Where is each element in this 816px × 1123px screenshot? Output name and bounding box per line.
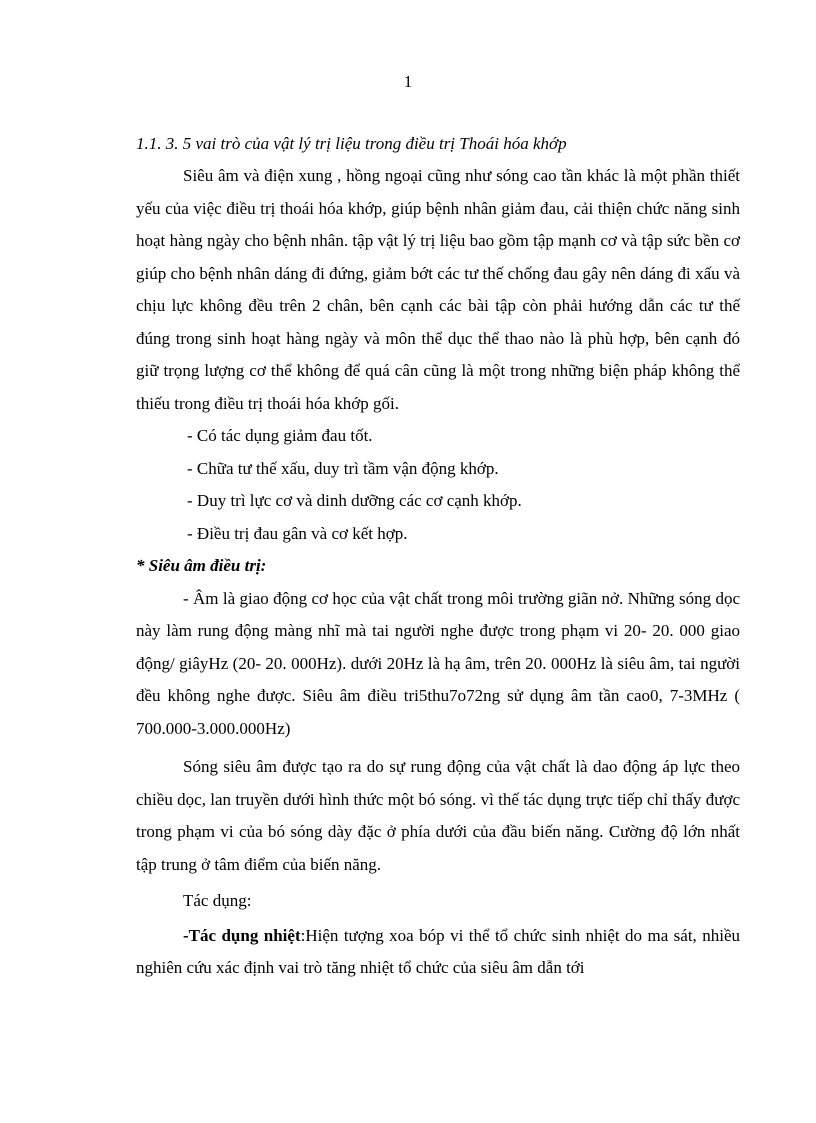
thermal-effect-paragraph [136, 920, 740, 985]
ultrasound-definition-paragraph: - Âm là giao động cơ học của vật chất trong môi trường giãn nở. Những sóng dọc này làm rung động màng nhĩ mà tai người nghe được trong phạm vi 20- 20. 000 giao động/ giâyHz (20- 20. 000Hz). dưới 20Hz là hạ âm, trên 20. 000Hz là siêu âm, tai người đều không nghe được. Siêu âm điều tri5thu7o72ng sử dụng âm tần cao0, 7-3MHz ( 700.000-3.000.000Hz) [136, 588, 740, 738]
intro-paragraph: Siêu âm và điện xung , hồng ngoại cũng như sóng cao tần khác là một phần thiết yếu của việc điều trị thoái hóa khớp, giúp bệnh nhân giảm đau, cải thiện chức năng sinh hoạt hàng ngày cho bệnh nhân. tập vật lý trị liệu bao gồm tập mạnh cơ và tập sức bền cơ giúp cho bệnh nhân dáng đi đứng, giảm bớt các tư thế chống đau gây nên dáng đi xấu và chịu lực không đều trên 2 chân, bên cạnh các bài tập còn phải hướng dẫn các tư thế đúng trong sinh hoạt hàng ngày và môn thể dục thể thao nào là phù hợp, bên cạnh đó giữ trọng lượng cơ thể không để quá cân cũng là một trong những biện pháp không thể thiếu trong điều trị thoái hóa khớp gối. [136, 166, 740, 413]
thermal-effect-text: :Hiện tượng xoa bóp vi thể tổ chức sinh nhiệt do ma sát, nhiều nghiên cứu xác định vai trò tăng nhiệt tổ chức của siêu âm dẫn tới [136, 925, 741, 977]
document-body [136, 128, 740, 985]
list-item: - Duy trì lực cơ và dinh dưỡng các cơ cạnh khớp. [187, 491, 522, 510]
ultrasound-title: * Siêu âm điều trị: [136, 556, 267, 575]
list-item: - Điều trị đau gân và cơ kết hợp. [187, 523, 408, 543]
effects-label: Tác dụng: [183, 891, 252, 910]
ultrasound-wave-paragraph: Sóng siêu âm được tạo ra do sự rung động của vật chất là dao động áp lực theo chiều dọc, lan truyền dưới hình thức một bó sóng. vì thế tác dụng trực tiếp chỉ thấy được trong phạm vi của bó sóng dày đặc ở phía dưới của đầu biến năng. Cường độ lớn nhất tập trung ở tâm điểm của biến năng. [136, 757, 740, 874]
benefits-list [136, 420, 740, 550]
list-item: - Có tác dụng giảm đau tốt. [187, 426, 373, 445]
section-heading: 1.1. 3. 5 vai trò của vật lý trị liệu trong điều trị Thoái hóa khớp [136, 134, 567, 153]
thermal-effect-label: -Tác dụng nhiệt [183, 925, 301, 945]
page-number: 1 [403, 72, 413, 91]
list-item: - Chữa tư thế xấu, duy trì tầm vận động khớp. [187, 458, 499, 478]
